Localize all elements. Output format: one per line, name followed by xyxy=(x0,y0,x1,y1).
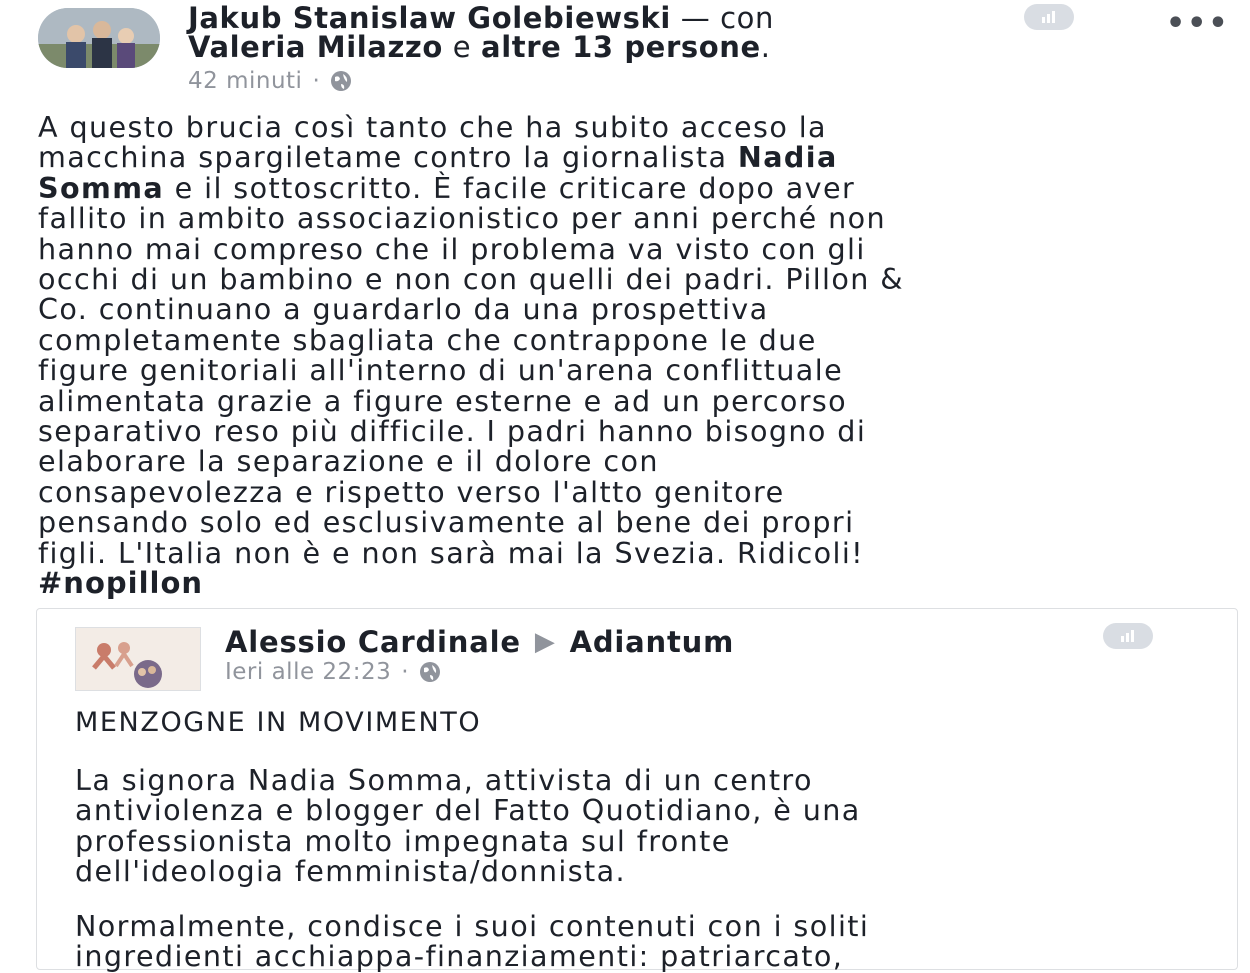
with-text: — con xyxy=(670,1,774,35)
globe-icon xyxy=(330,70,352,92)
period-text: . xyxy=(760,30,771,64)
post-body xyxy=(38,112,1238,568)
globe-icon xyxy=(419,661,441,683)
shared-post-header xyxy=(225,625,734,659)
post-body-part-1: A questo brucia così tanto che ha subito acceso la macchina spargiletame contro la giornalista xyxy=(38,110,827,175)
shared-page-link[interactable]: Adiantum xyxy=(569,625,735,659)
shared-post-paragraph-2: Normalmente, condisce i suoi contenuti con i soliti ingredienti acchiappa-finanziamenti: patriarcato, xyxy=(75,909,870,973)
shared-post-paragraph-1: La signora Nadia Somma, attivista di un centro antiviolenza e blogger del Fatto Quotidiano, è una professionista molto impegnata sul fronte dell'ideologia femminista/donnista. xyxy=(75,763,861,889)
shared-author-avatar[interactable] xyxy=(75,627,201,691)
shared-post-card[interactable] xyxy=(36,608,1238,973)
mention-nadia-somma[interactable]: Nadia Somma xyxy=(38,140,838,205)
more-options-button[interactable]: ••• xyxy=(1166,6,1230,41)
meta-separator: · xyxy=(312,68,321,94)
and-text: e xyxy=(442,30,482,64)
hashtag-link[interactable]: #nopillon xyxy=(38,566,204,600)
shared-meta-separator: · xyxy=(401,659,410,685)
arrow-right-icon: ▶ xyxy=(534,627,556,657)
shared-timestamp[interactable]: Ieri alle 22:23 xyxy=(225,659,392,685)
shared-reach-stats-icon[interactable] xyxy=(1103,623,1153,649)
tagged-person-link[interactable]: Valeria Milazzo xyxy=(188,30,443,64)
post-header xyxy=(188,1,1048,64)
shared-post-meta xyxy=(225,659,441,685)
author-avatar[interactable] xyxy=(38,8,160,68)
post-timestamp[interactable]: 42 minuti xyxy=(188,68,303,94)
reach-stats-icon[interactable] xyxy=(1024,4,1074,30)
shared-post-title: MENZOGNE IN MOVIMENTO xyxy=(75,707,482,738)
author-name-link[interactable]: Jakub Stanislaw Golebiewski xyxy=(188,1,671,35)
others-link[interactable]: altre 13 persone xyxy=(481,30,761,64)
shared-author-link[interactable]: Alessio Cardinale xyxy=(225,625,521,659)
post-body-part-2: e il sottoscritto. È facile criticare dopo aver fallito in ambito associazionistico per anni perché non hanno mai compreso che il problema va visto con gli occhi di un bambino e non con quelli dei padri. Pillon & Co. continuano a guardarlo da una prospettiva completamente sbagliata che contrappone le due figure genitoriali all'interno di un'arena conflittuale alimentata grazie a figure esterne e ad un percorso separativo reso più difficile. I padri hanno bisogno di elaborare la separazione e il dolore con consapevolezza e rispetto verso l'altto genitore pensando solo ed esclusivamente al bene dei propri figli. L'Italia non è e non sarà mai la Svezia. Ridicoli! xyxy=(38,170,904,570)
post-meta xyxy=(188,68,352,94)
